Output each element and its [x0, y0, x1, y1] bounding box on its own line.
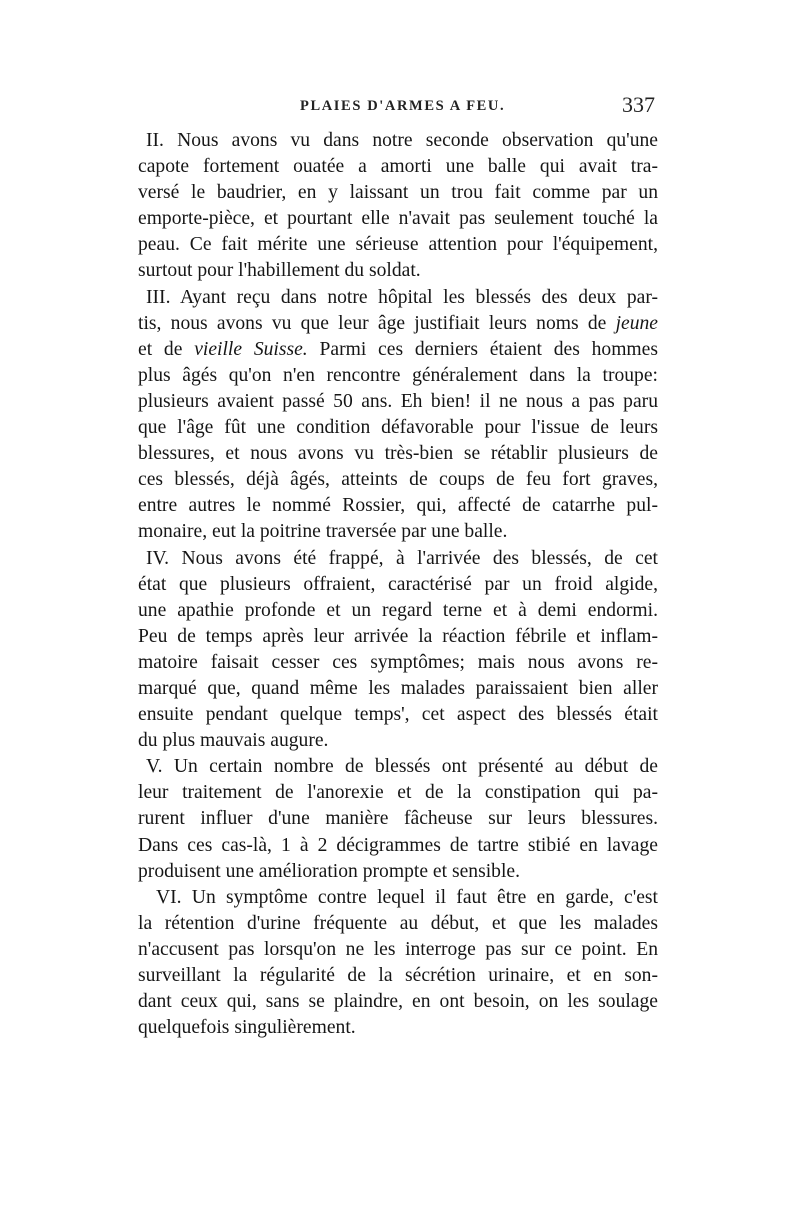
paragraph-6-line: VI. Un symptôme contre lequel il faut être en garde, c'est	[156, 886, 658, 908]
paragraph-4-line: matoire faisait cesser ces symptômes; mais nous avons re-	[138, 651, 658, 673]
paragraph-5-line: produisent une amélioration prompte et sensible.	[138, 860, 520, 882]
paragraph-2-line: emporte-pièce, et pourtant elle n'avait pas seulement touché la	[138, 208, 658, 230]
paragraph-6-line: quelquefois singulièrement.	[138, 1017, 356, 1039]
paragraph-2-line: peau. Ce fait mérite une sérieuse attention pour l'équipement,	[138, 234, 658, 256]
paragraph-6-line: dant ceux qui, sans se plaindre, en ont besoin, on les soulage	[138, 991, 658, 1013]
paragraph-3-line-text: tis, nous avons vu que leur âge justifiait leurs noms de	[138, 312, 616, 334]
paragraph-2-line: surtout pour l'habillement du soldat.	[138, 260, 421, 282]
paragraph-3-line: plus âgés qu'on n'en rencontre généralement dans la troupe:	[138, 364, 658, 386]
paragraph-3-line: entre autres le nommé Rossier, qui, affecté de catarrhe pul-	[138, 495, 658, 517]
paragraph-5-line: rurent influer d'une manière fâcheuse sur leurs blessures.	[138, 808, 658, 830]
paragraph-4-line: du plus mauvais augure.	[138, 730, 329, 752]
paragraph-6-line: surveillant la régularité de la sécrétion urinaire, et en son-	[138, 965, 658, 986]
page-number: 337	[622, 92, 655, 117]
paragraph-3-line	[138, 311, 658, 337]
paragraph-3-line: que l'âge fût une condition défavorable pour l'issue de leurs	[138, 417, 658, 439]
running-head	[140, 92, 655, 122]
paragraph-4-line: Peu de temps après leur arrivée la réaction fébrile et inflam-	[138, 625, 658, 647]
paragraph-3-line: blessures, et nous avons vu très-bien se rétablir plusieurs de	[138, 443, 658, 465]
paragraph-4-line: ensuite pendant quelque temps', cet aspect des blessés était	[138, 704, 658, 726]
paragraph-6-line: la rétention d'urine fréquente au début, et que les malades	[138, 912, 658, 934]
paragraph-2-line: versé le baudrier, en y laissant un trou fait comme par un	[138, 182, 658, 204]
paragraph-3-line: monaire, eut la poitrine traversée par une balle.	[138, 521, 508, 543]
paragraph-2-line: capote fortement ouatée a amorti une balle qui avait tra-	[138, 156, 658, 178]
italic-term-vieille-suisse: vieille Suisse.	[194, 338, 308, 360]
paragraph-6-line: n'accusent pas lorsqu'on ne les interroge pas sur ce point. En	[138, 938, 658, 960]
italic-term-jeune: jeune	[615, 312, 658, 334]
paragraph-5-line: V. Un certain nombre de blessés ont présenté au début de	[146, 756, 658, 778]
paragraph-3-line: plusieurs avaient passé 50 ans. Eh bien! il ne nous a pas paru	[138, 390, 658, 412]
paragraph-3-line: III. Ayant reçu dans notre hôpital les blessés des deux par-	[146, 286, 658, 308]
body-text	[138, 128, 658, 1041]
paragraph-4-line: état que plusieurs offraient, caractérisé par un froid algide,	[138, 573, 658, 595]
running-title: PLAIES D'ARMES A FEU.	[300, 98, 506, 114]
paragraph-3-line	[138, 337, 658, 363]
paragraph-4-line: IV. Nous avons été frappé, à l'arrivée des blessés, de cet	[146, 547, 658, 569]
paragraph-3-line-text: Parmi ces derniers étaient des hommes	[307, 338, 658, 360]
paragraph-4-line: marqué que, quand même les malades paraissaient bien aller	[138, 677, 658, 699]
paragraph-5-line: leur traitement de l'anorexie et de la constipation qui pa-	[138, 782, 658, 804]
paragraph-3-line-text: et de	[138, 338, 195, 360]
paragraph-3-line: ces blessés, déjà âgés, atteints de coups de feu fort graves,	[138, 469, 658, 491]
paragraph-5-line: Dans ces cas-là, 1 à 2 décigrammes de tartre stibié en lavage	[138, 834, 658, 856]
paragraph-2-line: II. Nous avons vu dans notre seconde observation qu'une	[146, 130, 658, 151]
paragraph-4-line: une apathie profonde et un regard terne et à demi endormi.	[138, 599, 658, 621]
